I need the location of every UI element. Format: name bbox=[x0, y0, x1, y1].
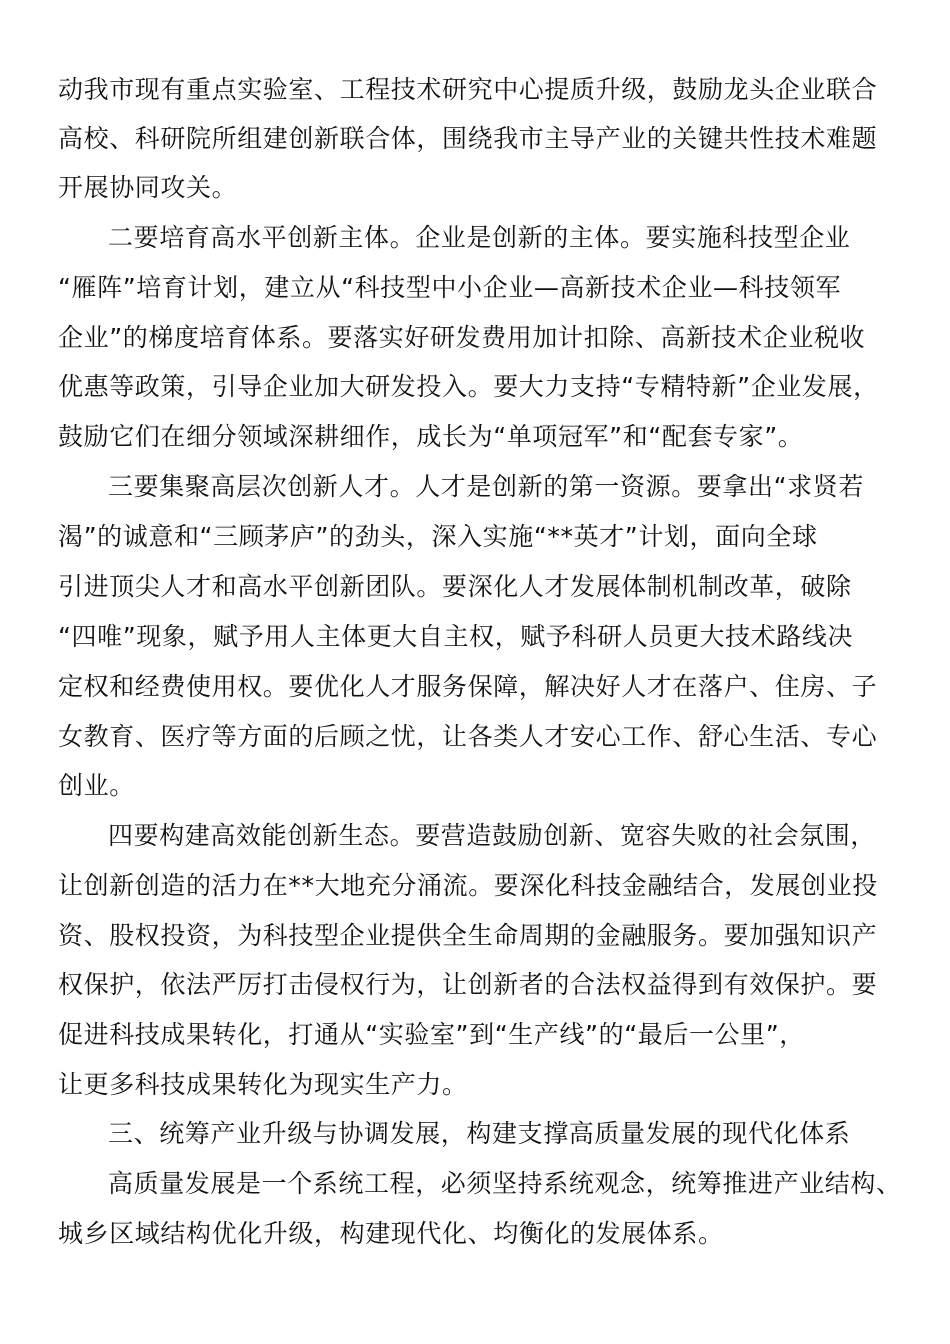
text-line: 渴”的诚意和“三顾茅庐”的劲头，深入实施“**英才”计划，面向全球 bbox=[58, 522, 818, 551]
text-line: 定权和经费使用权。要优化人才服务保障，解决好人才在落户、住房、子 bbox=[58, 672, 878, 701]
text-line: 企业”的梯度培育体系。要落实好研发费用加计扣除、高新技术企业税收 bbox=[58, 323, 866, 352]
paragraph-start-line: 四要构建高效能创新生态。要营造鼓励创新、宽容失败的社会氛围， bbox=[108, 821, 877, 850]
text-line: 开展协同攻关。 bbox=[58, 173, 238, 202]
text-line: 让更多科技成果转化为现实生产力。 bbox=[58, 1070, 468, 1099]
text-line: 女教育、医疗等方面的后顾之忧，让各类人才安心工作、舒心生活、专心 bbox=[58, 722, 878, 751]
paragraph-start-line: 高质量发展是一个系统工程，必须坚持系统观念，统筹推进产业结构、 bbox=[108, 1169, 902, 1198]
text-line: 优惠等政策，引导企业加大研发投入。要大力支持“专精特新”企业发展， bbox=[58, 372, 879, 401]
text-line: 高校、科研院所组建创新联合体，围绕我市主导产业的关键共性技术难题 bbox=[58, 124, 878, 153]
text-line: 资、股权投资，为科技型企业提供全生命周期的金融服务。要加强知识产 bbox=[58, 921, 878, 950]
text-line: 创业。 bbox=[58, 771, 135, 800]
paragraph-start-line: 二要培育高水平创新主体。企业是创新的主体。要实施科技型企业 bbox=[108, 223, 851, 252]
text-line: 让创新创造的活力在**大地充分涌流。要深化科技金融结合，发展创业投 bbox=[58, 871, 878, 900]
text-line: 促进科技成果转化，打通从“实验室”到“生产线”的“最后一公里”， bbox=[58, 1020, 805, 1049]
text-line: “雁阵”培育计划，建立从“科技型中小企业—高新技术企业—科技领军 bbox=[58, 273, 842, 302]
text-line: 鼓励它们在细分领域深耕细作，成长为“单项冠军”和“配套专家”。 bbox=[58, 422, 804, 451]
text-line: 引进顶尖人才和高水平创新团队。要深化人才发展体制机制改革，破除 bbox=[58, 572, 852, 601]
text-line: 动我市现有重点实验室、工程技术研究中心提质升级，鼓励龙头企业联合 bbox=[58, 75, 878, 104]
paragraph-start-line: 三要集聚高层次创新人才。人才是创新的第一资源。要拿出“求贤若 bbox=[108, 472, 864, 501]
text-line: “四唯”现象，赋予用人主体更大自主权，赋予科研人员更大技术路线决 bbox=[58, 622, 854, 651]
text-line: 权保护，依法严厉打击侵权行为，让创新者的合法权益得到有效保护。要 bbox=[58, 970, 878, 999]
section-heading: 三、统筹产业升级与协调发展，构建支撑高质量发展的现代化体系 bbox=[108, 1119, 851, 1148]
text-line: 城乡区域结构优化升级，构建现代化、均衡化的发展体系。 bbox=[58, 1219, 724, 1248]
